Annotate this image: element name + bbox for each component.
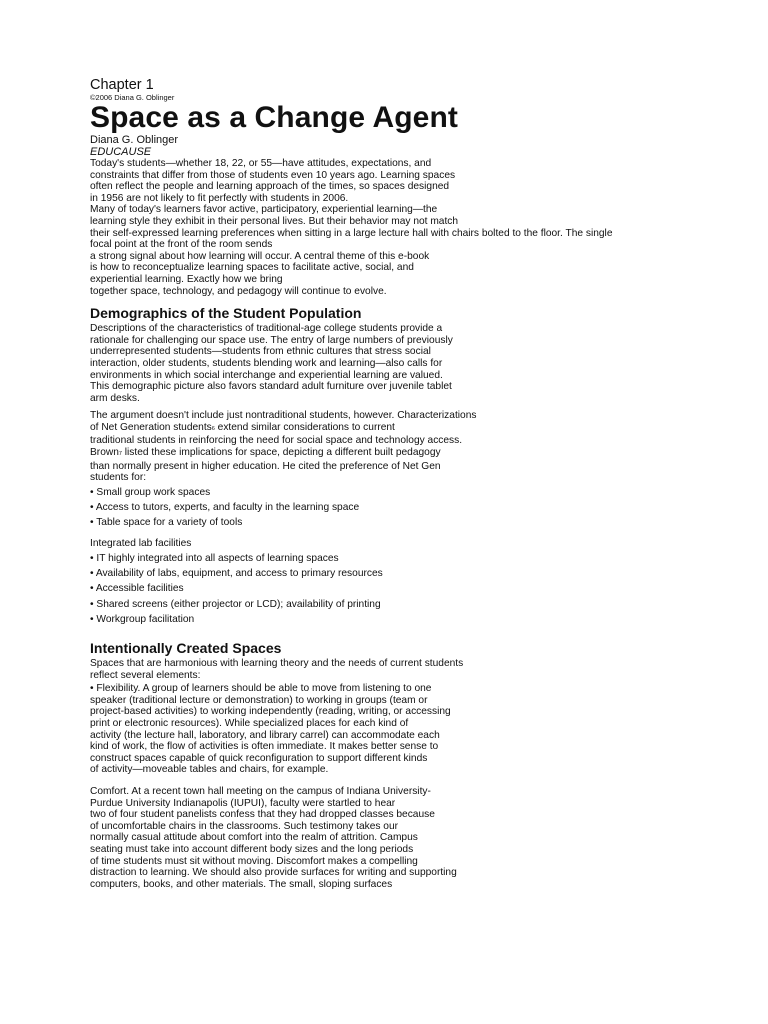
text-line: activity (the lecture hall, laboratory, and library carrel) can accommodate each [90,729,440,741]
chapter-label: Chapter 1 [90,77,154,93]
text-line: project-based activities) to working independently (reading, writing, or accessing [90,706,451,718]
text-line: This demographic picture also favors standard adult furniture over juvenile tablet [90,381,452,393]
text-line: arm desks. [90,392,140,404]
text-line: Purdue University Indianapolis (IUPUI), faculty were startled to hear [90,797,396,809]
text-fragment: of Net Generation students [90,421,212,433]
text-line: underrepresented students—students from ethnic cultures that stress social [90,346,431,358]
text-line: two of four student panelists confess that they had dropped classes because [90,809,435,821]
text-line: kind of work, the flow of activities is often immediate. It makes better sense to [90,741,439,753]
page-title: Space as a Change Agent [90,101,458,134]
text-fragment: extend similar considerations to current [214,421,395,433]
footnote-marker: 7 [118,451,122,458]
text-line: constraints that differ from those of students even 10 years ago. Learning spaces [90,169,456,181]
text-line: Spaces that are harmonious with learning theory and the needs of current students [90,658,464,670]
text-line: of activity—moveable tables and chairs, for example. [90,764,329,776]
list-item: • Availability of labs, equipment, and access to primary resources [90,568,383,580]
text-line: traditional students in reinforcing the need for social space and technology access. [90,435,463,447]
text-line: learning style they exhibit in their personal lives. But their behavior may not match [90,215,459,227]
list-item: • Access to tutors, experts, and faculty in the learning space [90,502,360,514]
text-line: interaction, older students, students blending work and learning—also calls for [90,357,443,369]
text-line: distraction to learning. We should also provide surfaces for writing and supporting [90,867,457,879]
text-line [90,447,690,461]
text-line: than normally present in higher education. He cited the preference of Net Gen [90,460,441,472]
list-item: • Accessible facilities [90,583,184,595]
text-fragment: listed these implications for space, depicting a different built pedagogy [121,447,441,459]
organization-name: EDUCAUSE [90,146,152,158]
footnote-marker: 6 [211,425,215,432]
text-line: of time students must sit without moving. Discomfort makes a compelling [90,855,418,867]
integrated-lab-list [90,551,690,627]
text-line: • Flexibility. A group of learners should be able to move from listening to one [90,683,432,695]
page-content [90,78,690,890]
intentional-spaces-intro [90,658,690,681]
text-line: speaker (traditional lecture or demonstration) to working in groups (team or [90,694,428,706]
copyright-line: ©2006 Diana G. Oblinger [90,93,175,102]
text-line: environments in which social interchange and experiential learning are valued. [90,369,443,381]
text-line: Comfort. At a recent town hall meeting on the campus of Indiana University- [90,786,431,797]
section-heading-demographics: Demographics of the Student Population [90,305,362,322]
text-line: reflect several elements: [90,669,201,681]
author-name: Diana G. Oblinger [90,134,179,146]
text-line: in 1956 are not likely to fit perfectly with students in 2006. [90,192,349,204]
text-fragment: Brown [90,447,119,459]
text-line: a strong signal about how learning will occur. A central theme of this e-book [90,250,430,262]
text-line: The argument doesn't include just nontraditional students, however. Characterizations [90,410,477,422]
net-gen-preferences-list [90,485,690,531]
text-line: their self-expressed learning preferences when sitting in a large lecture hall with chairs bolted to the floor. The single [90,227,613,239]
text-line: print or electronic resources). While specialized places for each kind of [90,718,409,730]
intro-paragraph [90,158,690,297]
list-item: • Shared screens (either projector or LCD); availability of printing [90,598,381,610]
text-line: normally casual attitude about comfort into the realm of attrition. Campus [90,832,418,844]
text-line: computers, books, and other materials. The small, sloping surfaces [90,878,393,890]
text-line: of uncomfortable chairs in the classrooms. Such testimony takes our [90,820,399,832]
text-line: construct spaces capable of quick reconfiguration to support different kinds [90,752,428,764]
text-line: Many of today's learners favor active, participatory, experiential learning—the [90,204,438,216]
text-line: focal point at the front of the room sends [90,239,273,251]
list-item: • Table space for a variety of tools [90,517,243,529]
text-line: Descriptions of the characteristics of traditional-age college students provide a [90,323,443,335]
list-item: • IT highly integrated into all aspects of learning spaces [90,553,339,565]
text-line [90,422,690,436]
text-line: together space, technology, and pedagogy will continue to evolve. [90,285,387,297]
comfort-paragraph [90,786,690,890]
text-line: rationale for challenging our space use. The entry of large numbers of previously [90,334,453,346]
integrated-lab-subheading: Integrated lab facilities [90,538,192,550]
text-line: students for: [90,472,147,484]
flexibility-paragraph [90,683,690,776]
demographics-paragraph-2 [90,410,690,484]
text-line: often reflect the people and learning approach of the times, so spaces designed [90,181,450,193]
text-line: seating must take into account different body sizes and the long periods [90,843,414,855]
list-item: • Small group work spaces [90,486,211,498]
text-line: is how to reconceptualize learning spaces to facilitate active, social, and [90,262,414,274]
section-heading-intentional-spaces: Intentionally Created Spaces [90,640,282,657]
list-item: • Workgroup facilitation [90,613,195,625]
text-line: experiential learning. Exactly how we bring [90,273,283,285]
text-line: Today's students—whether 18, 22, or 55—have attitudes, expectations, and [90,158,432,169]
demographics-paragraph-1 [90,323,690,404]
